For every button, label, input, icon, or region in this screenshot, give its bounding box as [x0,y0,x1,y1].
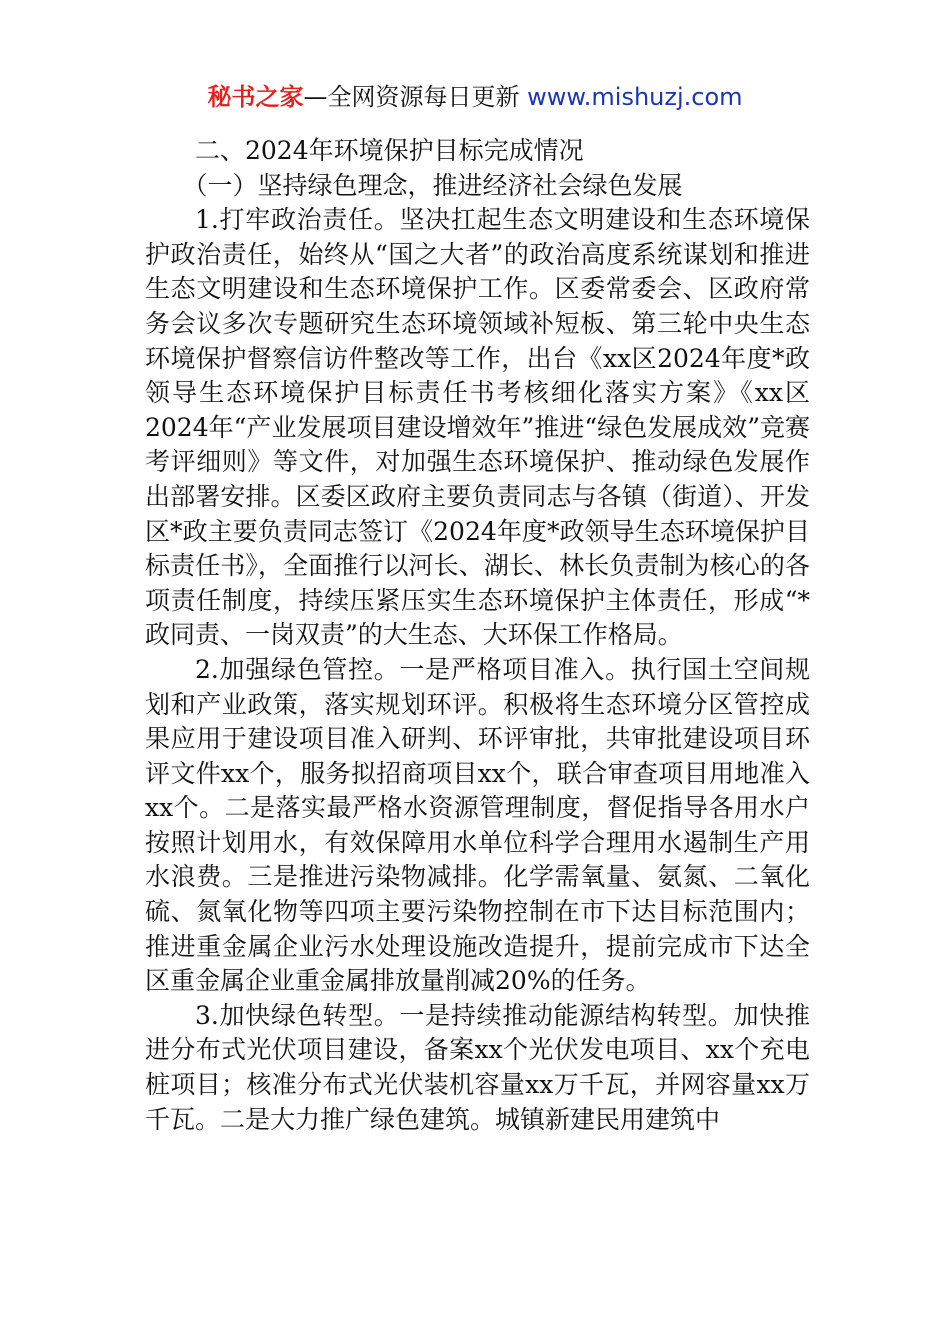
page-header [0,80,950,114]
brand-name: 秘书之家 [207,83,304,111]
paragraph-green-control: 2.加强绿色管控。一是严格项目准入。执行国土空间规划和产业政策，落实规划环评。积极将生态环境分区管控成果应用于建设项目准入研判、环评审批，共审批建设项目环评文件xx个，服务拟招商项目xx个，联合审查项目用地准入xx个。二是落实最严格水资源管理制度，督促指导各用水户按照计划用水，有效保障用水单位科学合理用水遏制生产用水浪费。三是推进污染物减排。化学需氧量、氨氮、二氧化硫、氮氧化物等四项主要污染物控制在市下达目标范围内；推进重金属企业污水处理设施改造提升，提前完成市下达全区重金属企业重金属排放量削减20%的任务。 [145,654,810,996]
header-tagline: —全网资源每日更新 [303,83,520,111]
paragraph-political-responsibility: 1.打牢政治责任。坚决扛起生态文明建设和生态环境保护政治责任，始终从“国之大者”的政治高度系统谋划和推进生态文明建设和生态环境保护工作。区委常委会、区政府常务会议多次专题研究生态环境领域补短板、第三轮中央生态环境保护督察信访件整改等工作，出台《xx区2024年度*政领导生态环境保护目标责任书考核细化落实方案》《xx区2024年“产业发展项目建设增效年”推进“绿色发展成效”竞赛考评细则》等文件，对加强生态环境保护、推动绿色发展作出部署安排。区委区政府主要负责同志与各镇（街道）、开发区*政主要负责同志签订《2024年度*政领导生态环境保护目标责任书》，全面推行以河长、湖长、林长负责制为核心的各项责任制度，持续压紧压实生态环境保护主体责任，形成“*政同责、一岗双责”的大生态、大环保工作格局。 [145,205,810,650]
section-title: 二、2024年环境保护目标完成情况 [195,136,584,165]
paragraph-green-transformation: 3.加快绿色转型。一是持续推动能源结构转型。加快推进分布式光伏项目建设，备案xx个光伏发电项目、xx个充电桩项目；核准分布式光伏装机容量xx万千瓦，并网容量xx万千瓦。二是大力推广绿色建筑。城镇新建民用建筑中 [145,1000,810,1134]
subsection-title: （一）坚持绿色理念，推进经济社会绿色发展 [182,170,683,200]
website-link[interactable]: www.mishuzj.com [527,83,743,111]
document-body [145,134,810,1137]
